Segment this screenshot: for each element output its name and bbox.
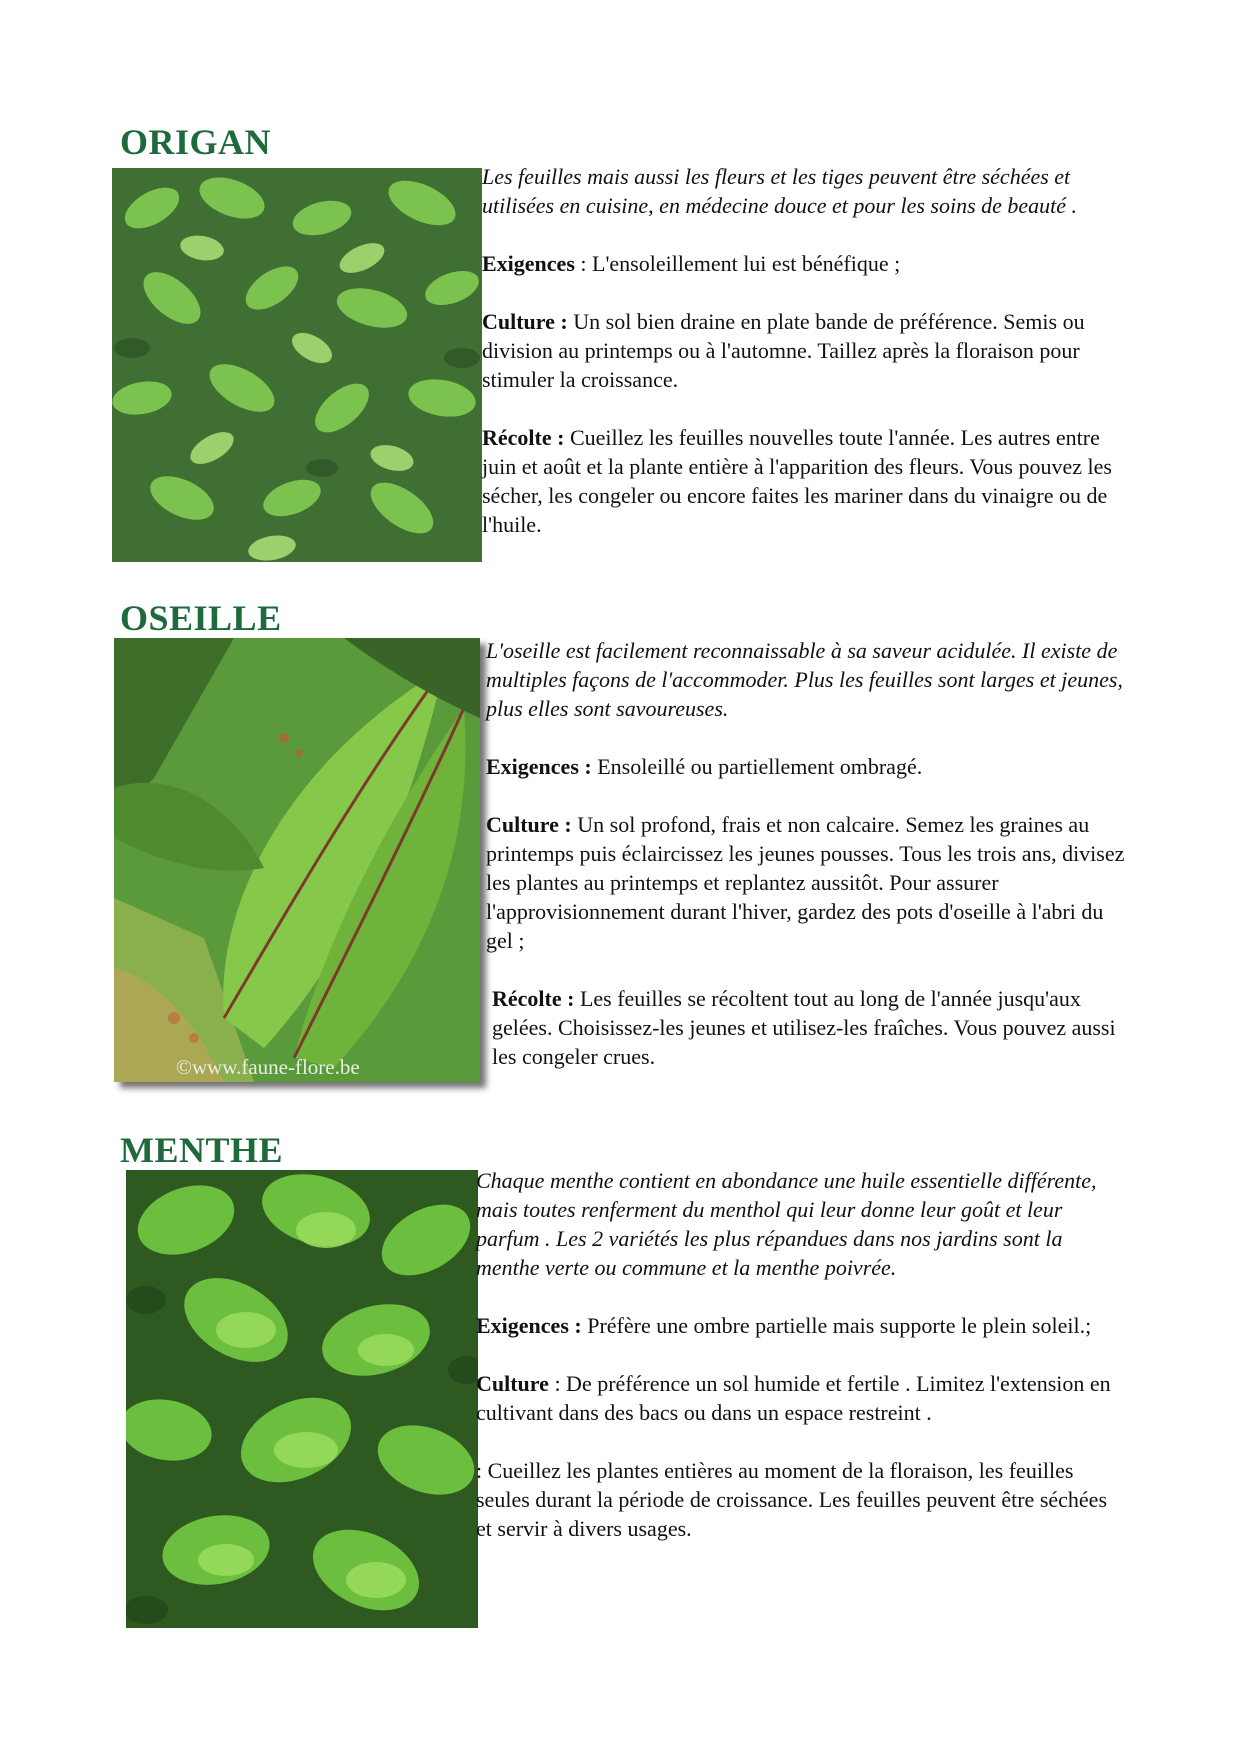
oseille-recolte xyxy=(486,984,1126,1071)
oseille-photo xyxy=(114,638,480,1082)
oseille-text xyxy=(486,636,1126,1071)
exigences-label: Exigences : xyxy=(476,1313,582,1338)
origan-culture xyxy=(482,307,1122,394)
culture-text: Un sol bien draine en plate bande de préférence. Semis ou division au printemps ou à l'automne. Taillez après la floraison pour stimuler la croissance. xyxy=(482,309,1085,392)
origan-description: Les feuilles mais aussi les fleurs et les tiges peuvent être séchées et utilisées en cuisine, en médecine douce et pour les soins de beauté . xyxy=(482,164,1078,218)
menthe-recolte xyxy=(476,1456,1122,1543)
recolte-label: Récolte : xyxy=(492,986,575,1011)
culture-label: Culture : xyxy=(486,812,572,837)
section-title-oseille: OSEILLE xyxy=(120,598,282,638)
menthe-photo xyxy=(126,1170,478,1628)
exigences-text: Ensoleillé ou partiellement ombragé. xyxy=(591,754,923,779)
section-title-origan: ORIGAN xyxy=(120,122,272,162)
oseille-exigences xyxy=(486,752,1126,781)
recolte-text: Les feuilles se récoltent tout au long de l'année jusqu'aux gelées. Choisissez-les jeunes et utilisez-les fraîches. Vous pouvez aussi les congeler crues. xyxy=(492,986,1116,1069)
exigences-text: Préfère une ombre partielle mais supporte le plein soleil.; xyxy=(581,1313,1092,1338)
culture-text: Un sol profond, frais et non calcaire. Semez les graines au printemps puis éclaircissez les jeunes pousses. Tous les trois ans, divisez les plantes au printemps et replantez aussitôt. Pour assurer l'approvisionnement durant l'hiver, gardez des pots d'oseille à l'abri du gel ; xyxy=(486,812,1125,953)
oseille-description: L'oseille est facilement reconnaissable à sa saveur acidulée. Il existe de multiples façons de l'accommoder. Plus les feuilles sont larges et jeunes, plus elles sont savoureuses. xyxy=(486,638,1123,721)
menthe-culture xyxy=(476,1369,1122,1427)
recolte-text: : Cueillez les plantes entières au moment de la floraison, les feuilles seules durant la période de croissance. Les feuilles peuvent être séchées et servir à divers usages. xyxy=(476,1458,1108,1541)
culture-label: Culture : xyxy=(482,309,568,334)
culture-text: : De préférence un sol humide et fertile . Limitez l'extension en cultivant dans des bacs ou dans un espace restreint . xyxy=(476,1371,1111,1425)
oseille-culture xyxy=(486,810,1126,955)
menthe-exigences xyxy=(476,1311,1122,1340)
menthe-description: Chaque menthe contient en abondance une huile essentielle différente, mais toutes renferment du menthol qui leur donne leur goût et leur parfum . Les 2 variétés les plus répandues dans nos jardins sont la menthe verte ou commune et la menthe poivrée. xyxy=(476,1168,1097,1280)
culture-label: Culture xyxy=(476,1371,549,1396)
exigences-label: Exigences xyxy=(482,251,575,276)
section-title-menthe: MENTHE xyxy=(120,1130,284,1170)
origan-text xyxy=(482,162,1122,539)
photo-watermark: ©www.faune-flore.be xyxy=(176,1055,360,1079)
menthe-text xyxy=(476,1166,1122,1543)
origan-exigences xyxy=(482,249,1122,278)
origan-recolte xyxy=(482,423,1122,539)
recolte-label: Récolte : xyxy=(482,425,565,450)
exigences-label: Exigences : xyxy=(486,754,592,779)
exigences-text: : L'ensoleillement lui est bénéfique ; xyxy=(574,251,901,276)
origan-photo xyxy=(112,168,482,562)
recolte-text: Cueillez les feuilles nouvelles toute l'année. Les autres entre juin et août et la plante entière à l'apparition des fleurs. Vous pouvez les sécher, les congeler ou encore faites les mariner dans du vinaigre ou de l'huile. xyxy=(482,425,1112,537)
